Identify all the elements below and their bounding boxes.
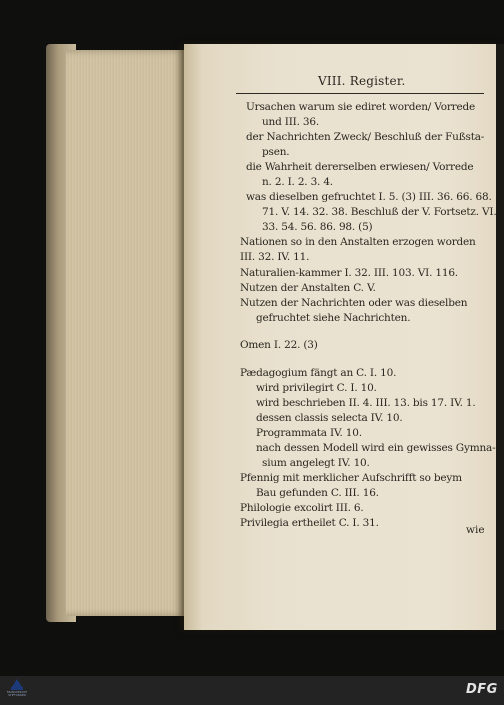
register-entry-line: n. 2. I. 2. 3. 4.	[262, 176, 333, 188]
register-entry-line: wird beschrieben II. 4. III. 13. bis 17. IV. 1.	[256, 397, 476, 409]
register-entry-line: wird privilegirt C. I. 10.	[256, 382, 377, 394]
register-entry-line: dessen classis selecta IV. 10.	[256, 412, 403, 424]
header-rule	[236, 93, 484, 94]
register-entry-line: Ursachen warum sie ediret worden/ Vorrede	[246, 101, 476, 113]
register-entry-line: was dieselben gefruchtet I. 5. (3) III. 36. 66. 68.	[246, 191, 492, 203]
register-entry-line: 33. 54. 56. 86. 98. (5)	[262, 221, 373, 233]
register-entry-line: Programmata IV. 10.	[256, 427, 362, 439]
register-entry-line: psen.	[262, 146, 290, 158]
register-entry-line: Nutzen der Nachrichten oder was dieselben	[240, 297, 468, 309]
dfg-logo[interactable]: DFG	[466, 682, 498, 697]
register-entry-line: nach dessen Modell wird ein gewisses Gymna-	[256, 442, 496, 454]
register-entry-line: Omen I. 22. (3)	[240, 339, 318, 351]
page-stack	[66, 50, 186, 616]
register-entry-line: gefruchtet siehe Nachrichten.	[256, 312, 411, 324]
register-entry-line: und III. 36.	[262, 116, 320, 128]
viewer-footer	[0, 676, 504, 705]
catchword: wie	[466, 524, 485, 536]
register-entry-line: sium angelegt IV. 10.	[262, 457, 370, 469]
foundation-icon	[10, 679, 24, 691]
register-entry-line: Privilegia ertheilet C. I. 31.	[240, 517, 379, 529]
page-header: VIII. Register.	[318, 74, 406, 88]
register-entry-line: Pædagogium fängt an C. I. 10.	[240, 367, 397, 379]
register-entry-line: Philologie excolirt III. 6.	[240, 502, 364, 514]
register-entry-line: 71. V. 14. 32. 38. Beschluß der V. Fortsetz. VI.	[262, 206, 497, 218]
register-entry-line: III. 32. IV. 11.	[240, 251, 310, 263]
register-entry-line: die Wahrheit dererselben erwiesen/ Vorrede	[246, 161, 474, 173]
right-shadow	[496, 44, 504, 630]
register-entry-line: Pfennig mit merklicher Aufschrifft so beym	[240, 472, 462, 484]
register-entry-line: Nutzen der Anstalten C. V.	[240, 282, 376, 294]
register-entry-line: der Nachrichten Zweck/ Beschluß der Fußsta-	[246, 131, 485, 143]
franckesche-stiftungen-logo[interactable]	[6, 679, 28, 703]
register-entry-line: Naturalien-kammer I. 32. III. 103. VI. 116.	[240, 267, 458, 279]
register-entry-line: Nationen so in den Anstalten erzogen worden	[240, 236, 476, 248]
register-entry-line: Bau gefunden C. III. 16.	[256, 487, 379, 499]
logo-text: FRANCKESCHE STIFTUNGEN	[6, 691, 28, 697]
